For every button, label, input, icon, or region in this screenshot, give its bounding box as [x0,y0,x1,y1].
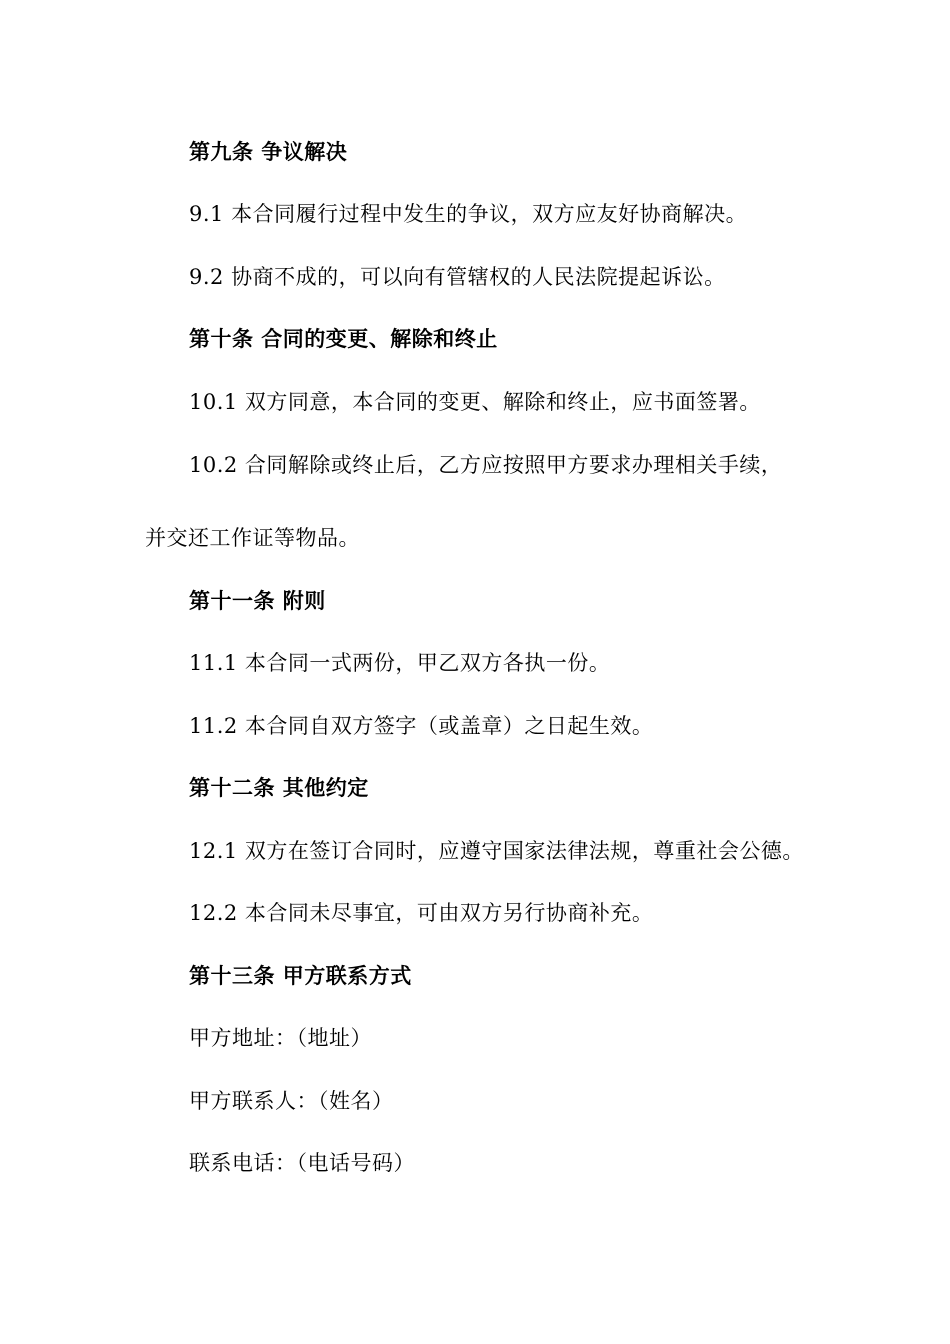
clause-10-1: 10.1 双方同意，本合同的变更、解除和终止，应书面签署。 [189,390,761,414]
clause-9-2: 9.2 协商不成的，可以向有管辖权的人民法院提起诉讼。 [189,265,726,289]
clause-10-2: 10.2 合同解除或终止后，乙方应按照甲方要求办理相关手续， [189,453,783,477]
party-a-phone: 联系电话：（电话号码） [189,1151,415,1175]
clause-10-2-continuation: 并交还工作证等物品。 [145,526,360,550]
clause-11-1: 11.1 本合同一式两份，甲乙双方各执一份。 [189,651,611,675]
article-10-heading: 第十条 合同的变更、解除和终止 [189,327,498,351]
article-12-heading: 第十二条 其他约定 [189,776,369,800]
party-a-address: 甲方地址：（地址） [189,1026,372,1050]
clause-12-1: 12.1 双方在签订合同时，应遵守国家法律法规，尊重社会公德。 [189,839,804,863]
article-13-heading: 第十三条 甲方联系方式 [189,964,412,988]
clause-12-2: 12.2 本合同未尽事宜，可由双方另行协商补充。 [189,901,654,925]
article-11-heading: 第十一条 附则 [189,589,326,613]
clause-9-1: 9.1 本合同履行过程中发生的争议，双方应友好协商解决。 [189,202,748,226]
party-a-contact: 甲方联系人：（姓名） [189,1089,394,1113]
clause-11-2: 11.2 本合同自双方签字（或盖章）之日起生效。 [189,714,654,738]
article-9-heading: 第九条 争议解决 [189,140,348,164]
